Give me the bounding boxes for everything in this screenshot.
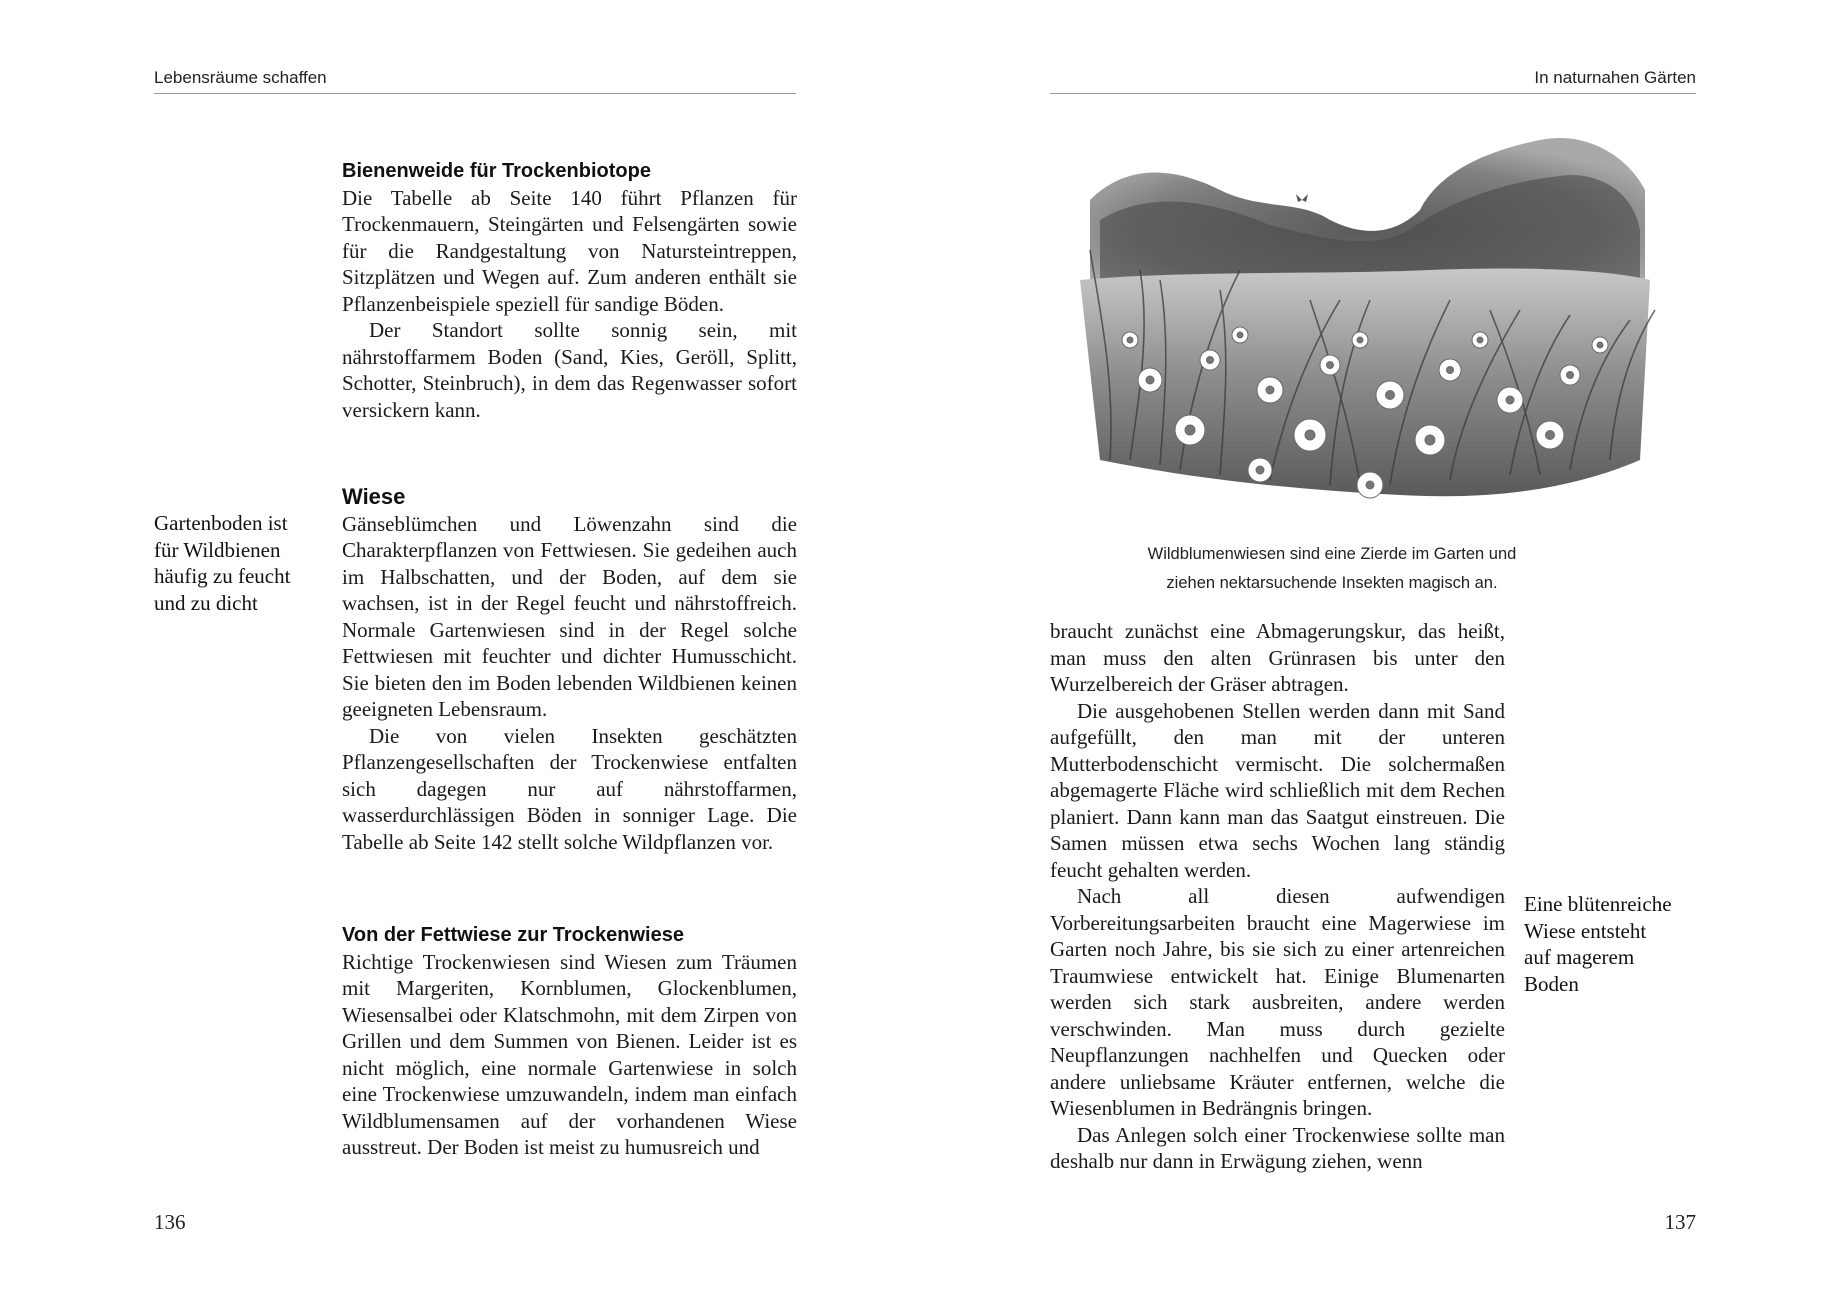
marginal-line: Wiese entsteht <box>1524 918 1647 943</box>
paragraph: Die Tabelle ab Seite 140 führt Pflanzen für Trockenmauern, Steingärten und Felsengärten sowie für die Randgestaltung von Natursteintreppen, Sitzplätzen und Wegen auf. Zum anderen enthält sie Pflanzenbeispiele speziell für sandige Böden. <box>342 185 797 316</box>
paragraph: Die ausgehobenen Stellen werden dann mit Sand aufgefüllt, den man mit der unteren Mutterbodenschicht vermischt. Die solchermaßen abgemagerte Fläche wird schließlich mit dem Rechen planiert. Dann kann man das Saatgut einstreuen. Die Samen müssen etwa sechs Wochen lang ständig feucht gehalten werden. <box>1050 698 1505 882</box>
section-wiese <box>342 484 797 855</box>
paragraph: braucht zunächst eine Abmagerungskur, das heißt, man muss den alten Grünrasen bis unter den Wurzelbereich der Gräser abtragen. <box>1050 619 1505 696</box>
marginal-line: häufig zu feucht <box>154 564 291 588</box>
marginal-line: für Wildbienen <box>154 537 281 562</box>
section-heading: Bienenweide für Trockenbiotope <box>342 160 651 182</box>
figure-caption <box>1132 540 1532 598</box>
marginal-line: und zu dicht <box>154 590 258 615</box>
header-rule-right <box>1050 93 1696 94</box>
marginal-note-left <box>154 510 324 616</box>
header-rule-left <box>154 93 796 94</box>
paragraph: Richtige Trockenwiesen sind Wiesen zum Träumen mit Margeriten, Kornblumen, Glockenblumen, Wiesensalbei oder Klatschmohn, mit dem Zirpen von Grillen und dem Summen von Bienen. Leider ist es nicht möglich, eine normale Gartenwiese in solch eine Trockenwiese umzuwandeln, indem man einfach Wildblumensamen auf der vorhandenen Wiese ausstreut. Der Boden ist meist zu humusreich und <box>342 949 797 1159</box>
marginal-note-right <box>1524 891 1704 997</box>
page-number-right: 137 <box>1664 1210 1696 1234</box>
section-bienenweide <box>342 158 797 423</box>
section-heading: Wiese <box>342 484 406 509</box>
paragraph: Der Standort sollte sonnig sein, mit nährstoffarmem Boden (Sand, Kies, Geröll, Splitt, Schotter, Steinbruch), in dem das Regenwasser sofort versickern kann. <box>342 318 797 422</box>
marginal-line: Eine blütenreiche <box>1524 892 1672 916</box>
right-body-text <box>1050 618 1505 1175</box>
butterfly-icon <box>1296 194 1308 202</box>
running-head-left: Lebensräume schaffen <box>154 68 327 87</box>
marginal-line: Boden <box>1524 971 1579 996</box>
left-page <box>0 0 915 1299</box>
section-heading: Von der Fettwiese zur Trockenwiese <box>342 924 684 946</box>
meadow-illustration <box>1070 130 1660 525</box>
section-fettwiese <box>342 922 797 1161</box>
paragraph: Die von vielen Insekten geschätzten Pflanzengesellschaften der Trockenwiese entfalten sich dagegen nur auf nährstoffarmen, wasserdurchlässigen Böden in sonniger Lage. Die Tabelle ab Seite 142 stellt solche Wildpflanzen vor. <box>342 723 797 854</box>
paragraph: Gänseblümchen und Löwenzahn sind die Charakterpflanzen von Fettwiesen. Sie gedeihen auch im Halbschatten, und der Boden, auf dem sie wachsen, ist in der Regel feucht und nährstoffreich. Normale Gartenwiesen sind in der Regel solche Fettwiesen mit feuchter und dichter Humusschicht. Sie bieten den im Boden lebenden Wildbienen keinen geeigneten Lebensraum. <box>342 511 797 721</box>
marginal-line: Gartenboden ist <box>154 511 288 535</box>
marginal-line: auf magerem <box>1524 945 1635 969</box>
running-head-right: In naturnahen Gärten <box>1534 68 1696 87</box>
caption-line: Wildblumenwiesen sind eine Zierde im Garten und <box>1147 545 1517 563</box>
paragraph: Das Anlegen solch einer Trockenwiese sollte man deshalb nur dann in Erwägung ziehen, wenn <box>1050 1122 1505 1173</box>
page-number-left: 136 <box>154 1210 186 1234</box>
caption-line: ziehen nektarsuchende Insekten magisch an. <box>1166 574 1498 592</box>
paragraph: Nach all diesen aufwendigen Vorbereitungsarbeiten braucht eine Magerwiese im Garten noch Jahre, bis sie sich zu einer artenreichen Traumwiese entwickelt hat. Einige Blumenarten werden sich stark ausbreiten, andere werden verschwinden. Man muss durch gezielte Neupflanzungen nachhelfen und Quecken oder andere unliebsame Kräuter entfernen, welche die Wiesenblumen in Bedrängnis bringen. <box>1050 884 1505 1120</box>
